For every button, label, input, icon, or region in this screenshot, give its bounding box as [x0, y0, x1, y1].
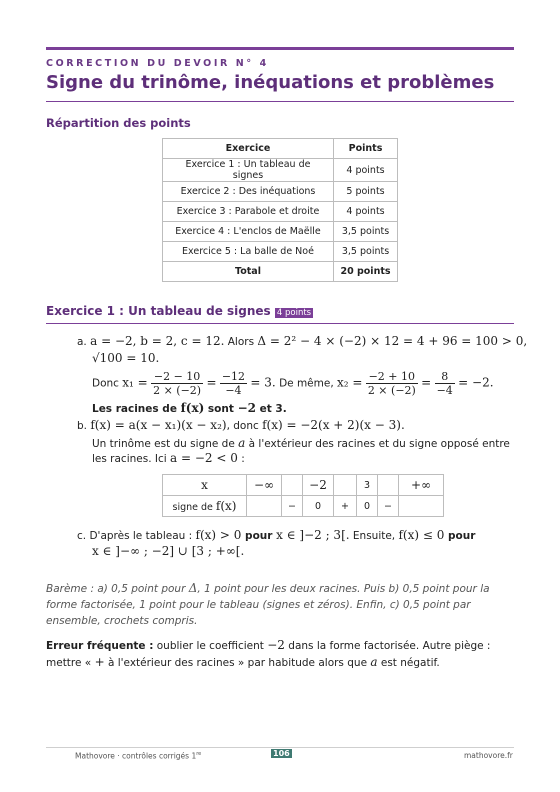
- exercise1-rule: [46, 323, 514, 324]
- fx-positive-math: f(x) > 0: [195, 528, 242, 542]
- root-minus2: −2: [303, 475, 334, 496]
- list-marker-a: a.: [77, 336, 87, 348]
- racines-text-1: Les racines de: [92, 403, 181, 415]
- dapres-text: D'après le tableau :: [89, 530, 196, 542]
- interval-positive: x ∈ ]−2 ; 3[.: [276, 528, 350, 542]
- sign-cell: [247, 496, 282, 517]
- table-row: [163, 182, 398, 202]
- total-points: 20 points: [334, 262, 398, 282]
- part-a-line1: [77, 334, 527, 348]
- ici-text: les racines. Ici: [92, 453, 171, 465]
- bareme-delta: Δ: [188, 581, 198, 595]
- x-header: x: [163, 475, 247, 496]
- fraction-numerator: 8: [435, 370, 455, 384]
- fraction-denominator: 2 × (−2): [153, 384, 202, 397]
- bareme-text-2: , 1 point pour les deux racines. Puis b) 0,5 point pour la forme factorisée, 1 point pour le tableau (signes et zéros). Enfin, c) 0,5 point par ensemble, crochets compris.: [46, 583, 490, 627]
- racines-minus2: −2: [237, 401, 256, 415]
- cell-points: 3,5 points: [334, 242, 398, 262]
- equals-sign: =: [421, 375, 432, 390]
- points-table-header: [163, 139, 398, 159]
- fraction-numerator: −2 − 10: [151, 370, 203, 384]
- x2-label: x₂ =: [337, 375, 363, 390]
- footer-rule: [46, 747, 514, 748]
- alors-text: Alors: [224, 336, 258, 348]
- total-label: Total: [163, 262, 334, 282]
- cell-exercice: Exercice 1 : Un tableau de signes: [163, 159, 334, 182]
- points-badge: 4 points: [276, 308, 312, 318]
- table-row: [163, 202, 398, 222]
- pour-text-2: pour: [444, 530, 476, 542]
- interval-nonpositive: x ∈ ]−∞ ; −2] ∪ [3 ; +∞[.: [92, 544, 245, 558]
- erreur-text-2: dans la forme factorisée. Autre piège : mettre «: [46, 640, 491, 669]
- header-kicker: CORRECTION DU DEVOIR N° 4: [46, 58, 269, 69]
- title-rule: [46, 101, 514, 102]
- footer-right: mathovore.fr: [464, 751, 513, 760]
- sign-cell: [399, 496, 444, 517]
- cell-exercice: Exercice 3 : Parabole et droite: [163, 202, 334, 222]
- sign-cell: 0: [303, 496, 334, 517]
- table-row: [163, 222, 398, 242]
- x1-label: x₁ =: [122, 375, 148, 390]
- footer-left: [75, 751, 201, 761]
- x1-result: = 3.: [250, 375, 276, 390]
- racines-text-2: sont: [204, 403, 238, 415]
- footer-left-text: Mathovore · contrôles corrigés 1: [75, 751, 197, 761]
- roots-conclusion: [92, 401, 287, 415]
- a-negative-math: a = −2 < 0: [170, 451, 238, 465]
- fraction-x1-b: [220, 370, 247, 397]
- sign-table-x-row: [163, 475, 444, 496]
- fraction-denominator: 2 × (−2): [367, 384, 416, 397]
- footer-left-sup: re: [196, 751, 202, 757]
- part-c-line2: [92, 544, 244, 558]
- sign-cell: +: [334, 496, 357, 517]
- cell-exercice: Exercice 5 : La balle de Noé: [163, 242, 334, 262]
- pour-text-1: pour: [241, 530, 277, 542]
- cell-points: 3,5 points: [334, 222, 398, 242]
- sign-cell: −: [378, 496, 399, 517]
- bareme-note: [46, 580, 516, 629]
- sign-label: [163, 496, 247, 517]
- x-gap-1: [282, 475, 303, 496]
- factored-form: f(x) = −2(x + 2)(x − 3).: [262, 418, 405, 432]
- exercise1-title-text: Exercice 1 : Un tableau de signes: [46, 304, 271, 318]
- part-b-line2: [92, 436, 510, 450]
- fraction-x1-a: [151, 370, 203, 397]
- plus-infinity: +∞: [399, 475, 444, 496]
- fraction-numerator: −12: [221, 370, 246, 383]
- exercise1-title: [46, 304, 313, 318]
- page-number: 106: [273, 749, 290, 758]
- x-gap-2: [334, 475, 357, 496]
- erreur-label: Erreur fréquente :: [46, 640, 154, 652]
- minus-infinity: −∞: [247, 475, 282, 496]
- column-header-exercice: Exercice: [163, 139, 334, 159]
- sign-table: [162, 474, 444, 517]
- root-3: 3: [357, 475, 378, 496]
- de-meme-text: De même,: [275, 377, 338, 390]
- part-a-roots-line: [92, 370, 494, 397]
- erreur-text-4: est négatif.: [377, 657, 440, 669]
- table-row: [163, 242, 398, 262]
- x-gap-3: [378, 475, 399, 496]
- cell-points: 4 points: [334, 202, 398, 222]
- repartition-heading: Répartition des points: [46, 116, 191, 130]
- sign-cell: 0: [357, 496, 378, 517]
- part-b-line3: [92, 451, 245, 465]
- racines-fx: f(x): [180, 401, 205, 415]
- x2-result: = −2.: [458, 375, 494, 390]
- part-a-line2: [92, 351, 159, 365]
- cell-exercice: Exercice 4 : L'enclos de Maëlle: [163, 222, 334, 242]
- ensuite-text: Ensuite,: [349, 530, 399, 542]
- list-marker-b: b.: [77, 420, 88, 432]
- erreur-text-1: oublier le coefficient: [153, 640, 268, 652]
- table-total-row: [163, 262, 398, 282]
- bareme-text-1: Barème : a) 0,5 point pour: [46, 583, 189, 595]
- sign-label-text: signe de: [172, 502, 216, 513]
- cell-points: 4 points: [334, 159, 398, 182]
- racines-text-3: et 3.: [255, 403, 287, 415]
- sign-table-sign-row: [163, 496, 444, 517]
- sign-label-fx: f(x): [215, 499, 237, 513]
- part-c-line1: [77, 528, 475, 542]
- table-row: [163, 159, 398, 182]
- rule-text-1: Un trinôme est du signe de: [92, 438, 239, 450]
- donc-text: Donc: [92, 377, 123, 390]
- cell-exercice: Exercice 2 : Des inéquations: [163, 182, 334, 202]
- fraction-denominator: −4: [436, 384, 453, 397]
- factored-form-general: f(x) = a(x − x₁)(x − x₂): [90, 418, 227, 432]
- fx-nonpositive-math: f(x) ≤ 0: [398, 528, 445, 542]
- delta-math: Δ = 2² − 4 × (−2) × 12 = 4 + 96 = 100 > 0,: [257, 334, 528, 348]
- a-symbol: a: [238, 436, 246, 450]
- colon-text: :: [237, 453, 245, 465]
- erreur-frequente: [46, 637, 516, 671]
- equals-sign: =: [206, 375, 217, 390]
- erreur-minus2: −2: [267, 638, 285, 652]
- erreur-a-symbol: a: [370, 655, 378, 669]
- coefficients-math: a = −2, b = 2, c = 12.: [90, 334, 225, 348]
- sign-cell: −: [282, 496, 303, 517]
- page-title: Signe du trinôme, inéquations et problèmes: [46, 72, 495, 93]
- cell-points: 5 points: [334, 182, 398, 202]
- list-marker-c: c.: [77, 530, 87, 542]
- part-b-line1: [77, 418, 405, 432]
- fraction-x2-a: [366, 370, 418, 397]
- points-table: [162, 138, 398, 282]
- column-header-points: Points: [334, 139, 398, 159]
- donc-text-b: , donc: [226, 420, 263, 432]
- erreur-text-3: à l'extérieur des racines » par habitude alors que: [104, 657, 371, 669]
- rule-text-2: à l'extérieur des racines et du signe opposé entre: [245, 438, 510, 450]
- fraction-x2-b: [435, 370, 455, 397]
- fraction-numerator: −2 + 10: [366, 370, 418, 384]
- header-top-rule: [46, 47, 514, 50]
- sqrt-math: √100 = 10.: [92, 351, 160, 365]
- fraction-denominator: −4: [225, 384, 242, 397]
- erreur-plus: +: [94, 655, 105, 669]
